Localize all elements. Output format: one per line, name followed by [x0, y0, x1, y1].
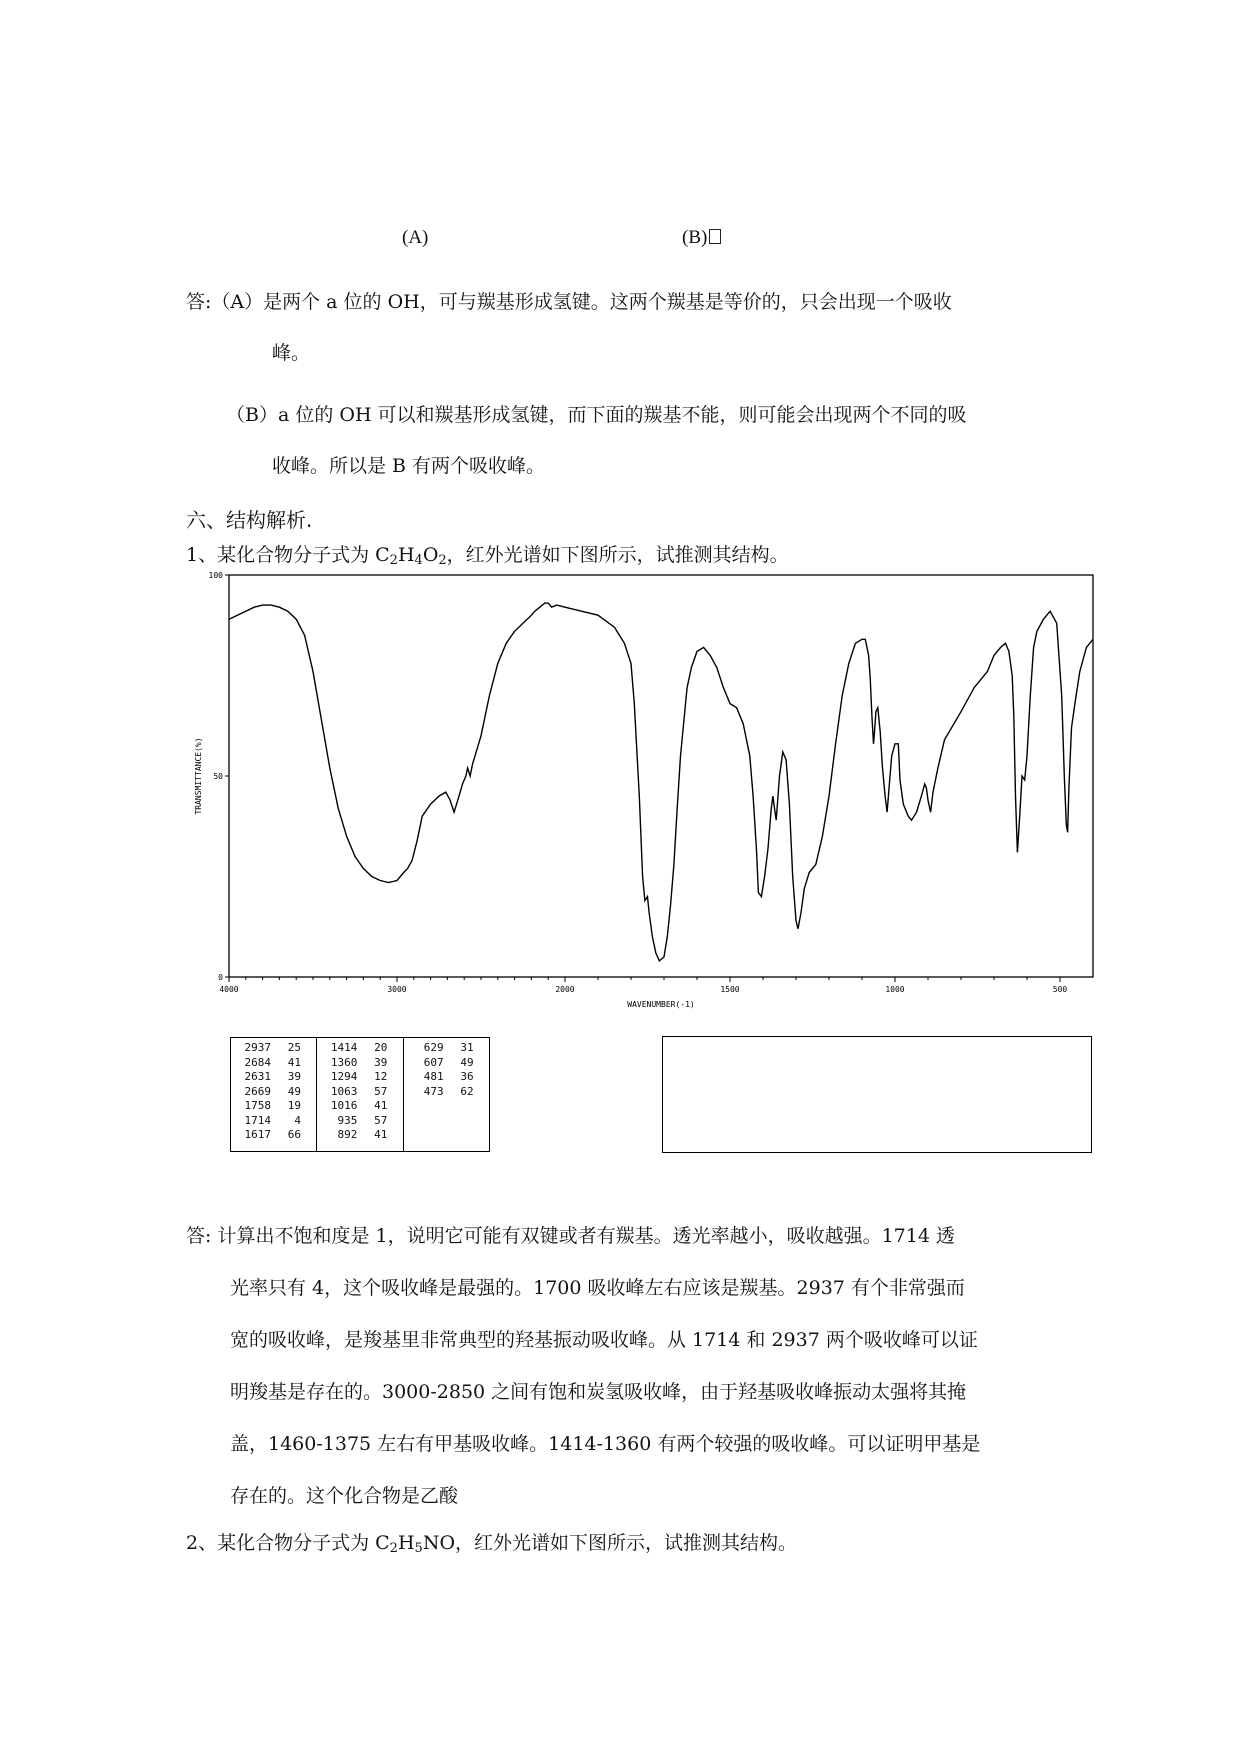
peak-wavenumber: 607 — [423, 1055, 444, 1069]
spectrum-line — [229, 603, 1093, 961]
answer2-line2: 光率只有 4，这个吸收峰是最强的。1700 吸收峰左右应该是羰基。2937 有个非常强而 — [230, 1277, 965, 1299]
q2-mid1: H — [397, 1532, 415, 1554]
q1-mid2: O — [422, 544, 439, 566]
peak-transmittance: 41 — [374, 1099, 388, 1112]
peak-row — [237, 1070, 316, 1085]
peak-wavenumber: 473 — [423, 1084, 444, 1098]
peak-transmittance: 41 — [374, 1128, 388, 1141]
x-tick-label: 4000 — [219, 985, 239, 994]
peak-wavenumber: 1016 — [330, 1099, 358, 1112]
empty-structure-box — [662, 1036, 1092, 1153]
peak-row — [410, 1056, 489, 1071]
q1-suffix: ，红外光谱如下图所示，试推测其结构。 — [446, 544, 789, 566]
y-tick-label: 0 — [218, 973, 223, 982]
answer1-line1: 答:（A）是两个 a 位的 OH，可与羰基形成氢键。这两个羰基是等价的，只会出现一个吸收 — [186, 291, 952, 313]
peak-row — [410, 1070, 489, 1085]
peak-table — [230, 1037, 490, 1152]
compound-label-b-text: (B) — [682, 227, 708, 248]
plot-frame — [229, 575, 1093, 977]
peak-row — [237, 1114, 316, 1129]
peak-row — [237, 1099, 316, 1114]
ir-spectrum-chart — [188, 565, 1098, 1015]
q2-sub2: 5 — [414, 1541, 423, 1556]
peak-wavenumber: 892 — [337, 1128, 358, 1141]
peak-transmittance: 12 — [374, 1070, 388, 1083]
answer2-line4: 明羧基是存在的。3000-2850 之间有饱和炭氢吸收峰，由于羟基吸收峰振动太强将其掩 — [230, 1381, 967, 1403]
q1-sub1: 2 — [389, 553, 398, 568]
answer1-line2: 峰。 — [272, 342, 311, 364]
peak-wavenumber: 2937 — [244, 1041, 271, 1054]
q1-sub3: 2 — [438, 553, 447, 568]
peak-row — [410, 1041, 489, 1056]
peak-transmittance: 20 — [374, 1041, 388, 1054]
answer2-line3: 宽的吸收峰，是羧基里非常典型的羟基振动吸收峰。从 1714 和 2937 两个吸收峰可以证 — [230, 1329, 978, 1351]
peak-row — [323, 1085, 402, 1100]
q1-mid1: H — [397, 544, 415, 566]
peak-wavenumber: 481 — [423, 1070, 444, 1083]
y-tick-label: 100 — [208, 571, 223, 580]
peak-transmittance: 39 — [287, 1070, 301, 1083]
missing-glyph-box — [709, 229, 721, 244]
peak-wavenumber: 935 — [337, 1113, 358, 1127]
answer2-line5: 盖，1460-1375 左右有甲基吸收峰。1414-1360 有两个较强的吸收峰。可以证明甲基是 — [230, 1433, 981, 1455]
peak-row — [323, 1056, 402, 1071]
answer2-line6: 存在的。这个化合物是乙酸 — [230, 1485, 459, 1507]
compound-label-b — [682, 227, 721, 249]
peak-transmittance: 57 — [374, 1113, 388, 1127]
peak-transmittance: 31 — [460, 1041, 474, 1054]
peak-transmittance: 19 — [287, 1099, 301, 1112]
peak-transmittance: 57 — [374, 1084, 388, 1098]
peak-row — [323, 1114, 402, 1129]
peak-transmittance: 41 — [287, 1055, 301, 1069]
q1-sub2: 4 — [414, 553, 423, 568]
peak-column — [317, 1038, 403, 1151]
x-tick-label: 2000 — [555, 985, 575, 994]
q2-sub1: 2 — [389, 1541, 398, 1556]
compound-label-a: (A) — [402, 227, 429, 248]
y-axis-label: TRANSMITTANCE(%) — [194, 737, 203, 815]
q2-prefix: 2、某化合物分子式为 C — [186, 1532, 390, 1554]
peak-transmittance: 36 — [460, 1070, 474, 1083]
peak-wavenumber: 1714 — [244, 1113, 271, 1127]
peak-wavenumber: 1414 — [330, 1041, 358, 1054]
peak-transmittance: 49 — [287, 1084, 301, 1098]
peak-transmittance: 49 — [460, 1055, 474, 1069]
section-title: 六、结构解析. — [186, 508, 313, 532]
x-axis-label: WAVENUMBER(-1) — [627, 1000, 695, 1009]
peak-row — [323, 1070, 402, 1085]
peak-wavenumber: 1294 — [330, 1070, 358, 1083]
peak-column — [231, 1038, 317, 1151]
x-tick-group — [219, 977, 1067, 994]
peak-row — [323, 1041, 402, 1056]
peak-row — [237, 1041, 316, 1056]
peak-row — [323, 1128, 402, 1143]
peak-row — [410, 1085, 489, 1100]
peak-wavenumber: 1360 — [330, 1055, 358, 1069]
peak-transmittance: 62 — [460, 1084, 474, 1098]
peak-row — [237, 1056, 316, 1071]
peak-transmittance: 66 — [287, 1128, 301, 1141]
peak-row — [237, 1085, 316, 1100]
question1 — [186, 543, 789, 567]
peak-wavenumber: 2684 — [244, 1055, 271, 1069]
answer1-line3: （B）a 位的 OH 可以和羰基形成氢键，而下面的羰基不能，则可能会出现两个不同的吸 — [226, 404, 967, 426]
peak-wavenumber: 1758 — [244, 1099, 271, 1112]
q1-prefix: 1、某化合物分子式为 C — [186, 544, 390, 566]
peak-transmittance: 25 — [287, 1041, 301, 1054]
peak-transmittance: 4 — [294, 1113, 301, 1127]
question2 — [186, 1531, 797, 1555]
peak-wavenumber: 2669 — [244, 1084, 271, 1098]
peak-column — [404, 1038, 489, 1151]
peak-row — [237, 1128, 316, 1143]
peak-wavenumber: 2631 — [244, 1070, 271, 1083]
x-tick-label: 500 — [1052, 985, 1068, 994]
answer2-line1: 答: 计算出不饱和度是 1，说明它可能有双键或者有羰基。透光率越小，吸收越强。1714 透 — [186, 1225, 955, 1247]
y-tick-label: 50 — [213, 772, 223, 781]
q2-suffix: NO，红外光谱如下图所示，试推测其结构。 — [422, 1532, 798, 1554]
peak-transmittance: 39 — [374, 1055, 388, 1069]
peak-wavenumber: 1063 — [330, 1084, 358, 1098]
peak-wavenumber: 1617 — [244, 1128, 271, 1141]
peak-wavenumber: 629 — [423, 1041, 444, 1054]
answer1-line4: 收峰。所以是 B 有两个吸收峰。 — [272, 455, 546, 477]
peak-row — [323, 1099, 402, 1114]
y-tick-group — [209, 571, 229, 982]
x-tick-label: 1500 — [720, 985, 740, 994]
x-tick-label: 1000 — [885, 985, 905, 994]
x-tick-label: 3000 — [387, 985, 407, 994]
